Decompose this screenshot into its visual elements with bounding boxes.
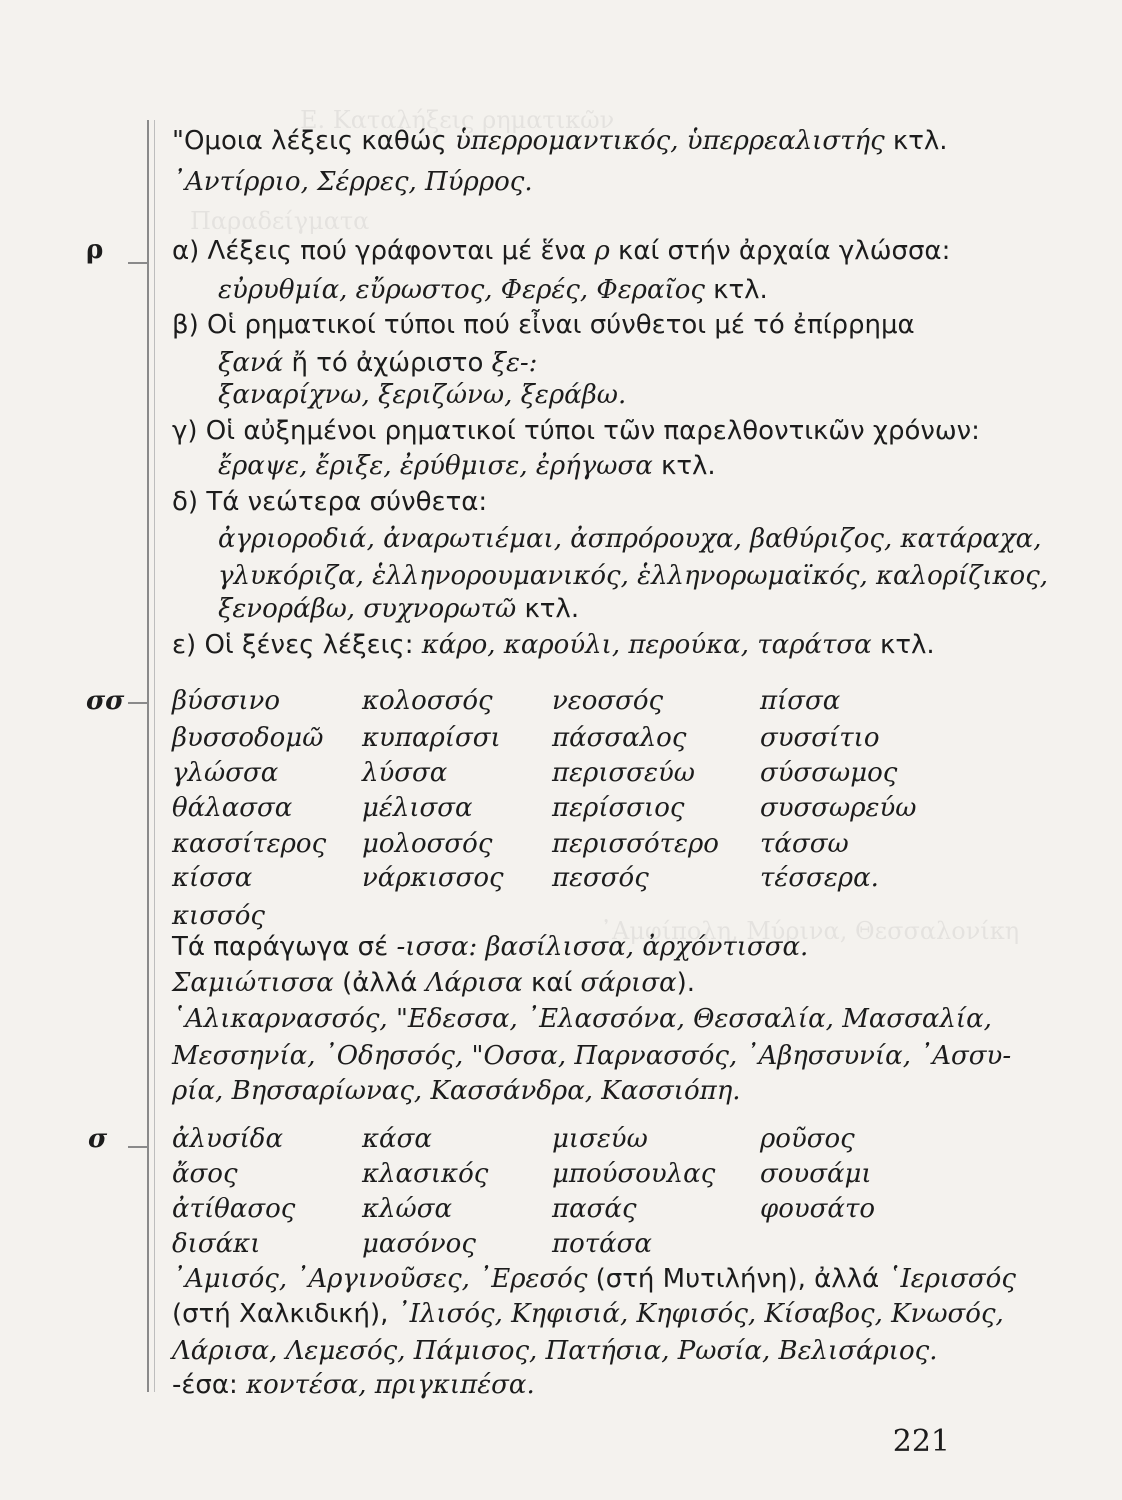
rho-b-line: β) Οἱ ρηματικοί τύποι πού εἶναι σύνθετοι μέ τό ἐπίρρημα [172,310,915,340]
word-cell: συσσωρεύω [760,793,917,823]
word-cell: ἄσος [172,1159,238,1189]
margin-tick [128,702,148,704]
word-cell: συσσίτιο [760,723,880,753]
bleed-through-text: ᾿Αμφίπολη, Μύρινα, Θεσσαλονίκη [600,917,1020,945]
word-cell: περισσεύω [552,758,695,788]
word-cell: μέλισσα [362,793,473,823]
double-sigma-derived-line: Τά παράγωγα σέ -ισσα: βασίλισσα, ἀρχόντισσα. [172,932,809,962]
rho-c-line: γ) Οἱ αὐξημένοι ρηματικοί τύποι τῶν παρελθοντικῶν χρόνων: [172,416,980,446]
rho-d-examples-3: ξενοράβω, συχνορωτῶ κτλ. [218,594,580,624]
rho-b-examples: ξαναρίχνω, ξεριζώνω, ξεράβω. [218,380,627,410]
bleed-through-text: Ε. Καταλήξεις ρηματικῶν [300,106,615,134]
double-sigma-places-1: ῾Αλικαρνασσός, "Εδεσσα, ᾿Ελασσόνα, Θεσσαλία, Μασσαλία, [172,1004,992,1034]
section-marker-rho: ρ [86,235,104,265]
word-cell: βυσσοδομῶ [172,723,324,753]
word-cell: θάλασσα [172,793,293,823]
margin-tick [128,1146,148,1148]
single-sigma-names-3: Λάρισα, Λεμεσός, Πάμισος, Πατήσια, Ρωσία, Βελισάριος. [172,1336,938,1366]
page-number: 221 [892,1424,950,1459]
word-cell: ποτάσα [552,1229,652,1259]
word-cell: περισσότερο [552,829,719,859]
margin-rule-inner [154,120,155,1392]
rho-d-examples-1: ἀγριοροδιά, ἀναρωτιέμαι, ἀσπρόρουχα, βαθύριζος, κατάραχα, [218,524,1042,554]
word-cell: φουσάτο [760,1194,876,1224]
word-cell: σουσάμι [760,1159,872,1189]
word-cell: σύσσωμος [760,758,898,788]
section-marker-double-sigma: σσ [86,686,125,716]
word-cell: τάσσω [760,829,849,859]
word-cell: λύσσα [362,758,448,788]
word-cell: κίσσα [172,863,253,893]
intro-line-1: "Ομοια λέξεις καθώς ὑπερρομαντικός, ὑπερρεαλιστής κτλ. [172,126,948,156]
word-cell: νεοσσός [552,686,664,716]
word-cell: κλασικός [362,1159,489,1189]
word-cell: δισάκι [172,1229,261,1259]
word-cell: κυπαρίσσι [362,723,501,753]
intro-line-2: ᾿Αντίρριο, Σέρρες, Πύρρος. [172,167,533,197]
single-sigma-names-1: ᾿Αμισός, ᾿Αργινοῦσες, ᾿Ερεσός (στή Μυτιλήνη), ἀλλά ῾Ιερισσός [172,1264,1016,1294]
word-cell: νάρκισσος [362,863,504,893]
rho-d-line: δ) Τά νεώτερα σύνθετα: [172,487,488,517]
rho-b-adverb-line: ξανά ἤ τό ἀχώριστο ξε-: [218,348,538,378]
word-cell: περίσσιος [552,793,685,823]
word-cell: τέσσερα. [760,863,879,893]
word-cell: κολοσσός [362,686,493,716]
double-sigma-samiotissa-line: Σαμιώτισσα (ἀλλά Λάρισα καί σάρισα). [172,968,696,998]
word-cell: μπούσουλας [552,1159,716,1189]
word-cell: γλώσσα [172,758,279,788]
word-cell: κάσα [362,1124,432,1154]
word-cell: μολοσσός [362,829,493,859]
rho-c-examples: ἔραψε, ἔριξε, ἐρύθμισε, ἐρήγωσα κτλ. [218,451,716,481]
section-marker-sigma: σ [88,1124,108,1154]
word-cell: πίσσα [760,686,841,716]
bleed-through-text: Παραδείγματα [190,207,370,235]
word-cell: πεσσός [552,863,649,893]
margin-rule [147,120,149,1392]
word-cell: κισσός [172,901,265,931]
rho-a-examples: εὐρυθμία, εὔρωστος, Φερές, Φεραῖος κτλ. [218,275,768,305]
word-cell: μασόνος [362,1229,476,1259]
word-cell: ροῦσος [760,1124,855,1154]
word-cell: βύσσινο [172,686,280,716]
single-sigma-names-2: (στή Χαλκιδική), ᾿Ιλισός, Κηφισιά, Κηφισός, Κίσαβος, Κνωσός, [172,1299,1004,1329]
double-sigma-places-2: Μεσσηνία, ᾿Οδησσός, "Οσσα, Παρνασσός, ᾿Αβησσυνία, ᾿Ασσυ- [172,1041,1012,1071]
word-cell: ἀλυσίδα [172,1124,283,1154]
margin-tick [128,262,148,264]
word-cell: κλώσα [362,1194,453,1224]
word-cell: κασσίτερος [172,829,327,859]
word-cell: πάσσαλος [552,723,687,753]
word-cell: ἀτίθασος [172,1194,296,1224]
rho-a-line: α) Λέξεις πού γράφονται μέ ἕνα ρ καί στήν ἀρχαία γλώσσα: [172,236,951,266]
double-sigma-places-3: ρία, Βησσαρίωνας, Κασσάνδρα, Κασσιόπη. [172,1076,741,1106]
rho-e-line: ε) Οἱ ξένες λέξεις: κάρο, καρούλι, περούκα, ταράτσα κτλ. [172,630,935,660]
word-cell: μισεύω [552,1124,648,1154]
rho-d-examples-2: γλυκόριζα, ἑλληνορουμανικός, ἑλληνορωμαϊκός, καλορίζικος, [218,561,1049,591]
word-cell: πασάς [552,1194,637,1224]
single-sigma-esa-line: -έσα: κοντέσα, πριγκιπέσα. [172,1370,535,1400]
